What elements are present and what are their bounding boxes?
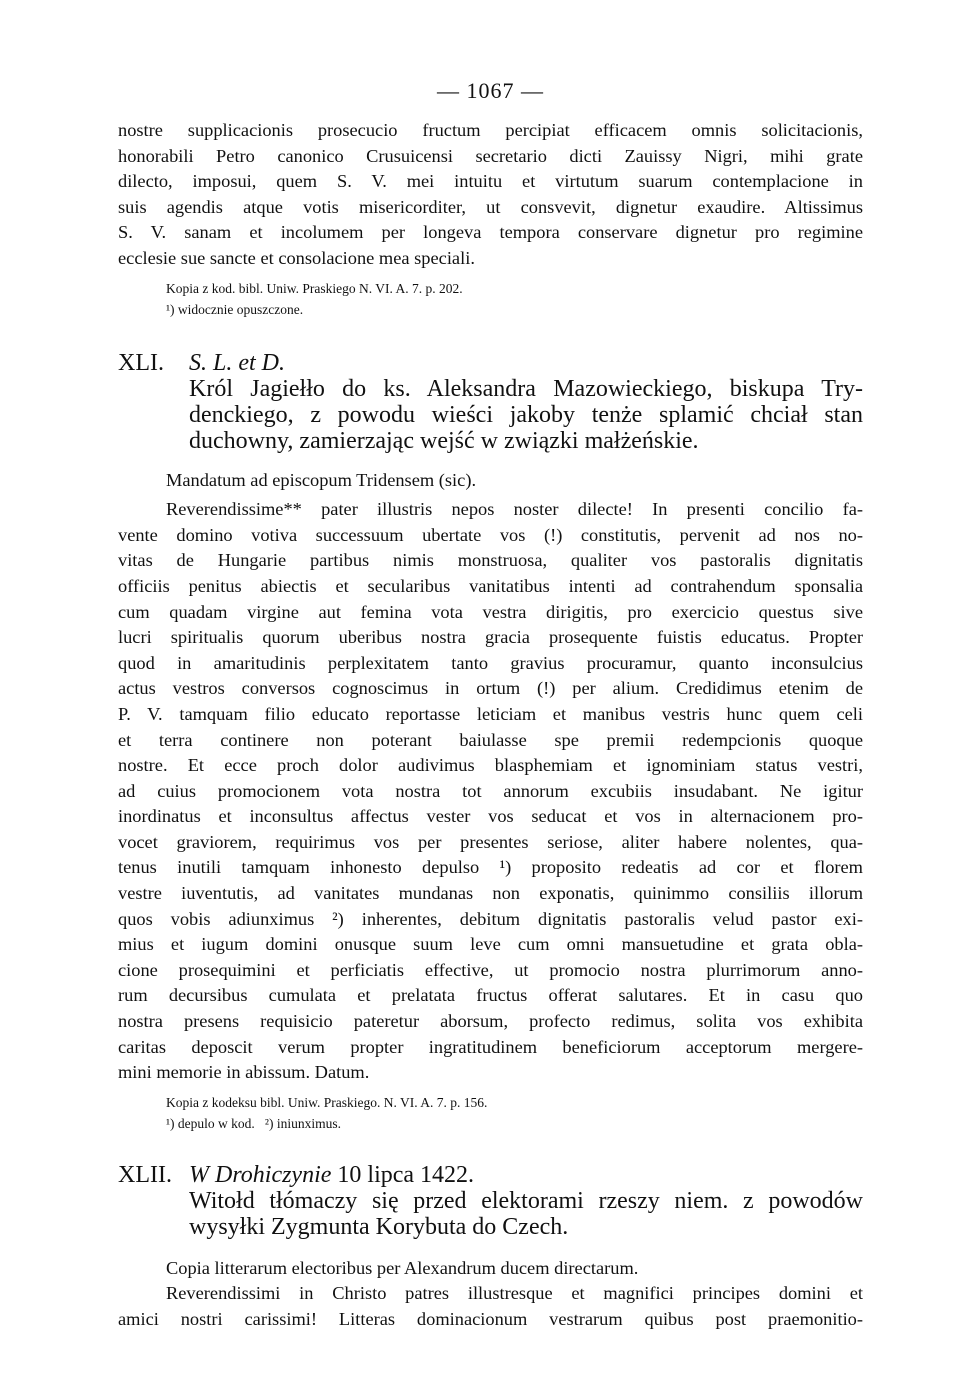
continued-paragraph bbox=[118, 118, 863, 272]
text-line: vestre iuventutis, ad vanitates mundanas non exponatis, quinimmo consiliis illorum bbox=[118, 883, 863, 904]
text-line: nostre. Et ecce proch dolor audivimus blasphemiam et ignominiam status vestri, bbox=[118, 755, 863, 776]
text-line: actus vestros conversos cognoscimus in ortum (!) per alium. Credidimus etenim de bbox=[118, 678, 863, 699]
page-number: — 1067 — bbox=[437, 78, 544, 103]
place-name: W Drohiczynie bbox=[189, 1161, 332, 1188]
text-line: ecclesie sue sancte et consolacione mea speciali. bbox=[118, 247, 475, 268]
footnote: ¹) widocznie opuszczone. bbox=[166, 301, 304, 317]
title-line: Witołd tłómaczy się przed elektorami rzeszy niem. z powodów bbox=[189, 1187, 863, 1214]
document-number: XLI. bbox=[118, 349, 164, 376]
text-line: cione prosequimini et perficiatis effective, ut promocio nostra plurrimorum anno- bbox=[118, 959, 863, 980]
title-line: wysyłki Zygmunta Korybuta do Czech. bbox=[189, 1213, 569, 1240]
title-line: Król Jagiełło do ks. Aleksandra Mazowieckiego, biskupa Try- bbox=[189, 375, 863, 402]
text-line: Reverendissime** pater illustris nepos noster dilecte! In presenti concilio fa- bbox=[166, 499, 863, 520]
text-line: officiis penitus abiectis et secularibus vanitatibus intenti ad contrahendum sponsalia bbox=[118, 575, 863, 596]
place-date: S. L. et D. bbox=[189, 349, 285, 376]
text-line: nostre supplicacionis prosecucio fructum percipiat efficacem omnis solicitacionis, bbox=[118, 120, 863, 140]
text-line: Reverendissimi in Christo patres illustresque et magnifici principes domini et bbox=[166, 1283, 863, 1304]
document-body bbox=[118, 1281, 863, 1332]
text-line: amici nostri carissimi! Litteras dominacionum vestrarum quibus post praemonitio- bbox=[118, 1309, 863, 1329]
text-line: vocet graviorem, requirimus vos per presentes seriose, aliter habere nolentes, qua- bbox=[118, 831, 863, 852]
source-notes bbox=[118, 278, 863, 320]
place-date bbox=[189, 1162, 863, 1188]
document-subtitle: Copia litterarum electoribus per Alexandrum ducem directarum. bbox=[166, 1257, 639, 1278]
text-line: rum decursibus cumulata et prelatata fructus offerat salutares. Et in casu quo bbox=[118, 985, 863, 1006]
text-line: lucri spiritualis quorum uberibus nostra gracia prosequente fuistis educatus. Propter bbox=[118, 627, 863, 648]
text-line: quos vobis adiunximus ²) inherentes, debitum dignitatis pastoralis velud pastor exi- bbox=[118, 908, 863, 929]
text-line: suis agendis atque votis misericorditer, ut consvevit, dignetur exaudire. Altissimus bbox=[118, 196, 863, 217]
text-line: cum quadam virgine aut femina vota vestra dirigitis, pro exercicio questus sive bbox=[118, 601, 863, 622]
date: 10 lipca 1422. bbox=[331, 1161, 475, 1188]
text-line: dilecto, imposui, quem S. V. mei intuitu et virtutum suarum contemplacione in bbox=[118, 171, 863, 192]
text-line: ad cuius promocionem vota nostra tot annorum excubiis insudabant. Ne igitur bbox=[118, 780, 863, 801]
text-line: mini memorie in abissum. Datum. bbox=[118, 1062, 370, 1083]
text-line: et terra continere non poterant baiulasse spe premii redempcionis quoque bbox=[118, 729, 863, 750]
source-notes bbox=[118, 1092, 863, 1134]
text-line: vitas de Hungarie partibus nimis monstruosa, qualiter vos pastoralis dignitatis bbox=[118, 550, 863, 571]
text-line: vente domino votiva successuum ubertate vos (!) constitutis, pervenit ad nos no- bbox=[118, 524, 863, 545]
source-note: Kopia z kod. bibl. Uniw. Praskiego N. VI. A. 7. p. 202. bbox=[166, 280, 463, 296]
document-body bbox=[118, 497, 863, 1086]
document-subtitle: Mandatum ad episcopum Tridensem (sic). bbox=[166, 469, 477, 490]
text-line: P. V. tamquam filio educato reportasse leticiam et manibus vestris hunc quem celi bbox=[118, 703, 863, 724]
document-number: XLII. bbox=[118, 1161, 172, 1188]
title-line: denckiego, z powodu wieści jakoby tenże splamić chciał stan bbox=[189, 401, 863, 428]
source-note: Kopia z kodeksu bibl. Uniw. Praskiego. N. VI. A. 7. p. 156. bbox=[166, 1094, 488, 1110]
text-line: tenus inutili tamquam inhonesto depulso ¹) proposito redeatis ad cor et florem bbox=[118, 857, 863, 878]
text-line: inordinatus et inconsultus affectus vester vos seducat et vos in alternacionem pro- bbox=[118, 806, 863, 827]
text-line: mius et iugum domini onusque suum leve cum omni mansuetudine et grata obla- bbox=[118, 934, 863, 955]
document-heading-xlii bbox=[118, 1162, 863, 1240]
text-line: nostra presens requisicio pateretur aborsum, profecto redimus, solita vos exhibita bbox=[118, 1011, 863, 1032]
text-line: S. V. sanam et incolumem per longeva tempora conservare dignetur pro regimine bbox=[118, 222, 863, 243]
document-heading-xli bbox=[118, 350, 863, 454]
text-line: quod in amaritudinis perplexitatem tanto gravius procuramur, quanto inconsulcius bbox=[118, 652, 863, 673]
heading-text bbox=[189, 1162, 863, 1240]
text-line: caritas deposcit verum propter ingratitudinem beneficiorum acceptorum mergere- bbox=[118, 1036, 863, 1057]
text-line: honorabili Petro canonico Crusuicensi secretario dicti Zauissy Nigri, mihi grate bbox=[118, 145, 863, 166]
heading-text bbox=[189, 350, 863, 454]
footnote: ¹) depulo w kod. ²) iniunximus. bbox=[166, 1115, 341, 1131]
document-page bbox=[118, 78, 863, 1333]
title-line: duchowny, zamierzając wejść w związki małżeńskie. bbox=[189, 427, 699, 454]
